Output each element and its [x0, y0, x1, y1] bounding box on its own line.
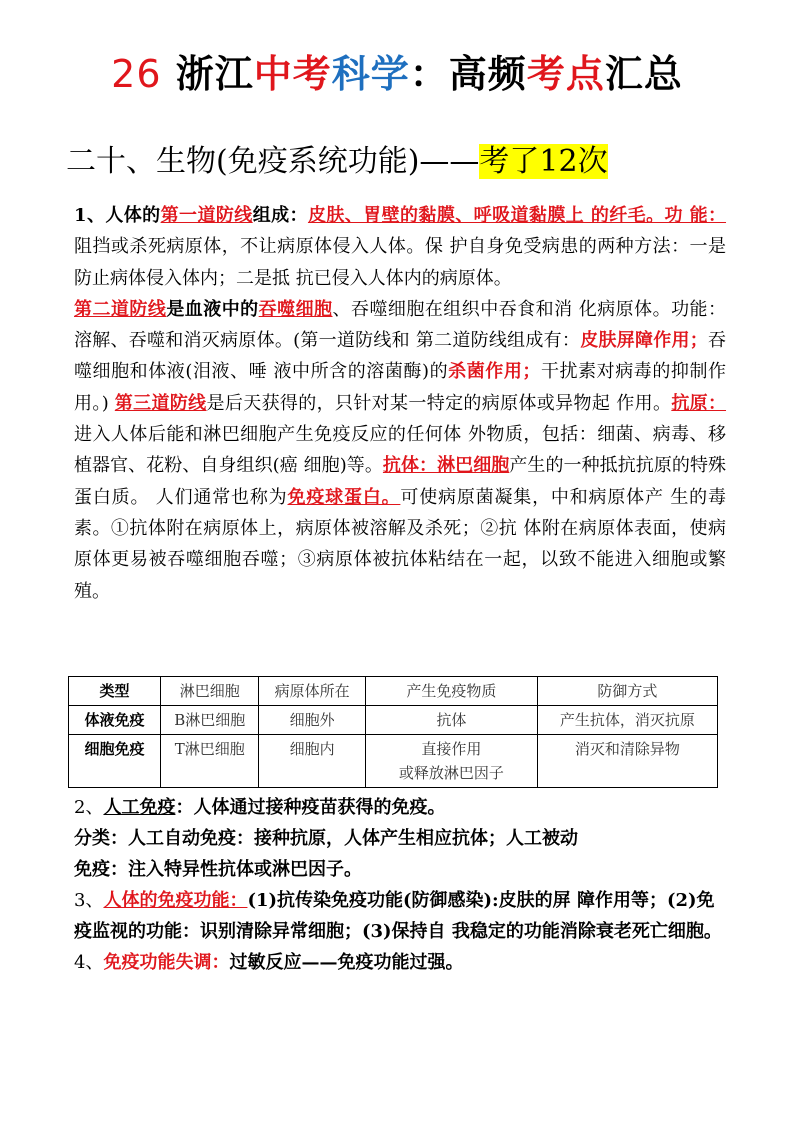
keyword: 抗原： — [671, 392, 727, 414]
paragraph-defense-lines — [74, 294, 726, 607]
table-cell: B淋巴细胞 — [161, 706, 259, 735]
text: 阻挡或杀死病原体，不让病原体侵入人体。保 护自身免受病患的两种方法：一是防止病体侵入体内；二是抵 抗已侵入人体内的病原体。 — [74, 236, 726, 289]
title-part: 汇总 — [604, 51, 683, 96]
text: 可使病原菌凝集，中和病原体产 生的毒素。①抗体附在病原体上，病原体被溶解及杀死；②抗 体附在病原体表面，使病原体更易被吞噬细胞吞噬；③病原体被抗体粘结在一起，以致不能进入细胞或繁殖。 — [74, 486, 726, 602]
title-part: 考点 — [526, 51, 605, 96]
paragraph-first-line — [74, 200, 726, 294]
item-2-detail — [74, 823, 726, 854]
keyword: 杀菌作用； — [448, 361, 541, 383]
keyword: 人体的免疫功能： — [103, 890, 248, 911]
lower-content — [74, 792, 726, 978]
cell-line: 或释放淋巴因子 — [398, 764, 504, 782]
text: 过敏反应——免疫功能过强。 — [229, 952, 464, 973]
text: 组成： — [252, 205, 308, 226]
keyword: 第三道防线 — [114, 392, 207, 414]
item-2-detail — [74, 854, 726, 885]
table-cell: 体液免疫 — [69, 706, 161, 735]
table-cell: 消灭和清除异物 — [537, 735, 717, 788]
keyword: 吞噬细胞 — [258, 298, 333, 320]
immunity-table — [68, 676, 718, 788]
text: 2、 — [74, 797, 104, 818]
table-cell: 细胞内 — [259, 735, 365, 788]
text: 吞噬细胞和体液(泪液、唾 液中所含的溶菌酶)的 — [74, 330, 727, 383]
text: 干扰素对病毒的抑制作用。) — [74, 361, 727, 414]
text: 4、 — [74, 952, 104, 973]
table-cell: 细胞免疫 — [69, 735, 161, 788]
text: 是后天获得的，只针对某一特定的病原体或异物起 作用。 — [206, 392, 672, 414]
table-cell: T淋巴细胞 — [161, 735, 259, 788]
content-block — [74, 200, 726, 607]
frequency-highlight: 考了12次 — [479, 144, 608, 179]
item-4 — [74, 947, 726, 978]
text: 3、 — [74, 890, 104, 911]
table-header-cell: 淋巴细胞 — [161, 677, 259, 706]
section-heading — [66, 142, 608, 182]
item-3 — [74, 885, 726, 947]
title-number: 26 — [111, 52, 162, 96]
text: 分类：人工自动免疫：接种抗原，人体产生相应抗体；人工被动 — [74, 828, 578, 849]
keyword: 人工免疫 — [103, 797, 176, 818]
text: (1)抗传染免疫功能(防御感染):皮肤的屏 障作用等；(2)免疫监视的功能：识别清除异常细胞；(3)保持自 我稳定的功能消除衰老死亡细胞。 — [74, 890, 722, 942]
text: 免疫：注入特异性抗体或淋巴因子。 — [74, 859, 362, 880]
keyword: 皮肤、胃壁的黏膜、呼吸道黏膜上 的纤毛。功 能： — [307, 205, 727, 226]
item-2 — [74, 792, 726, 823]
text: 、吞噬细胞在组织中吞食和消 化病原体。功能：溶解、吞噬和消灭病原体。(第一道防线和 第二道防线组成有： — [74, 298, 726, 352]
title-part: 科学 — [331, 51, 410, 96]
keyword: 皮肤屏障作用； — [580, 330, 708, 352]
table-cell: 细胞外 — [259, 706, 365, 735]
text: 1、人体的 — [74, 205, 161, 226]
text: 进入人体后能和淋巴细胞产生免疫反应的任何体 外物质，包括：细菌、病毒、移植器官、花粉、自身组织(癌 细胞)等。 — [74, 424, 726, 477]
table-cell — [365, 735, 537, 788]
table-header-cell: 病原体所在 — [259, 677, 365, 706]
table-header-cell: 类型 — [69, 677, 161, 706]
table-cell: 产生抗体，消灭抗原 — [537, 706, 717, 735]
section-title: 二十、生物(免疫系统功能)—— — [66, 144, 480, 179]
keyword: 免疫功能失调： — [103, 952, 230, 973]
table-row — [69, 735, 718, 788]
keyword: 第二道防线 — [74, 298, 167, 320]
keyword: 免疫球蛋白。 — [287, 486, 401, 508]
text: ：人体通过接种疫苗获得的免疫。 — [175, 797, 446, 818]
text: 是血液中的 — [166, 298, 259, 320]
keyword: 抗体：淋巴细胞 — [382, 455, 510, 477]
page-title — [0, 50, 794, 98]
title-part: 中考 — [253, 51, 332, 96]
text: 产生的一种抵抗抗原的特殊蛋白质。 人们通常也称为 — [74, 455, 727, 508]
table-header-cell: 产生免疫物质 — [365, 677, 537, 706]
table-row — [69, 706, 718, 735]
title-part: 浙江 — [175, 51, 254, 96]
title-part: ：高频 — [409, 51, 527, 96]
cell-line: 直接作用 — [421, 740, 482, 758]
table-cell: 抗体 — [365, 706, 537, 735]
keyword: 第一道防线 — [160, 205, 253, 226]
table-header-row — [69, 677, 718, 706]
table-header-cell: 防御方式 — [537, 677, 717, 706]
